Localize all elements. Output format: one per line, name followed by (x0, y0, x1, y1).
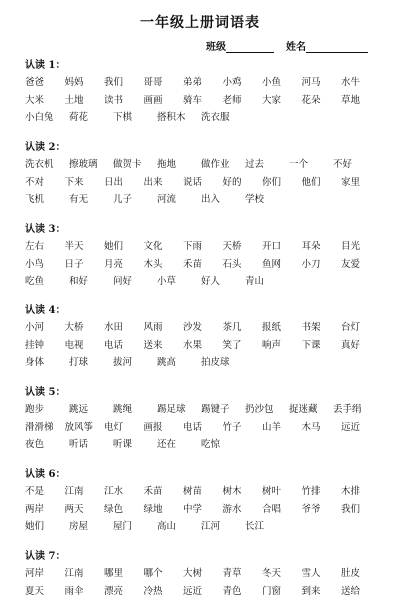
vocab-word: 听课 (113, 439, 133, 450)
vocab-word: 捉迷藏 (289, 404, 318, 415)
vocab-word: 大家 (262, 94, 282, 106)
vocab-word: 木马 (301, 421, 321, 433)
section-title: 认读 4： (25, 305, 66, 316)
vocab-word: 打球 (69, 357, 89, 368)
vocab-word: 雪人 (301, 568, 321, 579)
class-blank (226, 42, 274, 53)
vocab-word: 不好 (333, 159, 353, 170)
vocab-word: 跳远 (69, 404, 89, 415)
vocab-word: 过去 (245, 159, 265, 170)
vocab-word: 绿地 (143, 503, 163, 515)
vocab-word: 夜色 (25, 439, 45, 450)
word-section (25, 58, 385, 127)
vocab-word: 河马 (301, 77, 321, 88)
vocab-word: 拖地 (157, 159, 177, 170)
vocab-word: 踢键子 (201, 404, 230, 415)
section-title: 认读 5： (25, 387, 66, 398)
vocab-word: 踢足球 (157, 404, 186, 415)
word-row (25, 565, 385, 583)
vocab-word: 放风筝 (64, 421, 94, 433)
word-row (25, 156, 385, 174)
vocab-word: 水田 (104, 322, 124, 333)
vocab-word: 一个 (289, 159, 309, 170)
vocab-word: 左右 (25, 241, 45, 252)
vocab-word: 不对 (25, 176, 45, 188)
vocab-word: 竹子 (222, 421, 242, 433)
vocab-word: 土地 (64, 94, 84, 106)
section-title: 认读 6： (25, 469, 66, 480)
vocab-word: 爷爷 (301, 503, 321, 515)
vocab-word: 不是 (25, 486, 45, 497)
vocab-word: 做作业 (201, 159, 230, 170)
vocab-word: 拔河 (113, 357, 133, 368)
vocab-word: 石头 (222, 258, 242, 270)
vocab-word: 听话 (69, 439, 89, 450)
vocab-word: 送给 (341, 585, 361, 597)
word-row (25, 273, 385, 291)
vocab-word: 冷热 (143, 585, 163, 597)
vocab-word: 青山 (245, 276, 265, 287)
class-label: 班级 (206, 42, 226, 53)
vocab-word: 青草 (222, 568, 242, 579)
section-title: 认读 2： (25, 142, 66, 153)
vocab-word: 绿色 (104, 503, 124, 515)
word-row (25, 419, 385, 437)
section-title: 认读 3： (25, 224, 66, 235)
section-title: 认读 1： (25, 60, 66, 71)
vocab-word: 出来 (143, 176, 163, 188)
vocab-word: 我们 (341, 503, 361, 515)
vocab-word: 水果 (183, 339, 203, 351)
vocab-word: 儿子 (113, 194, 133, 205)
vocab-word: 两岸 (25, 503, 45, 515)
vocab-word: 身体 (25, 357, 45, 368)
vocab-word: 小刀 (301, 258, 321, 270)
vocab-word: 小河 (25, 322, 45, 333)
vocab-word: 骑车 (183, 94, 203, 106)
vocab-word: 小草 (157, 276, 177, 287)
vocab-word: 还在 (157, 439, 177, 450)
name-label: 姓名 (286, 42, 306, 53)
vocab-word: 两天 (64, 503, 84, 515)
page-title: 一年级上册词语表 (140, 15, 260, 31)
vocab-word: 洗衣服 (201, 112, 230, 123)
vocab-word: 水牛 (341, 77, 361, 88)
vocab-word: 树苗 (183, 486, 203, 497)
vocab-word: 画画 (143, 94, 163, 106)
vocab-word: 报纸 (262, 322, 282, 333)
word-section (25, 467, 385, 536)
vocab-word: 洗衣机 (25, 159, 54, 170)
vocab-word: 哪里 (104, 568, 124, 579)
word-row (25, 256, 385, 274)
vocab-word: 长江 (245, 521, 265, 532)
vocab-word: 江水 (104, 486, 124, 497)
vocab-word: 天桥 (222, 241, 242, 252)
vocab-word: 小鱼 (262, 77, 282, 88)
vocab-word: 屋门 (113, 521, 133, 532)
vocab-word: 开口 (262, 241, 282, 252)
vocab-word: 丢手绢 (333, 404, 362, 415)
vocab-word: 她们 (104, 241, 124, 252)
vocab-word: 漂亮 (104, 585, 124, 597)
vocab-word: 小白兔 (25, 112, 54, 123)
vocab-word: 小鸟 (25, 258, 45, 270)
vocab-word: 说话 (183, 176, 203, 188)
vocab-word: 雨伞 (64, 585, 84, 597)
vocab-word: 有无 (69, 194, 89, 205)
vocab-word: 大树 (183, 568, 203, 579)
vocab-word: 小鸡 (222, 77, 242, 88)
vocab-word: 老师 (222, 94, 242, 106)
vocab-word: 冬天 (262, 568, 282, 579)
vocab-word: 耳朵 (301, 241, 321, 252)
vocab-word: 江河 (201, 521, 221, 532)
vocab-word: 扔沙包 (245, 404, 274, 415)
word-section (25, 140, 385, 209)
word-section (25, 549, 385, 600)
vocab-word: 文化 (143, 241, 163, 252)
vocab-word: 花朵 (301, 94, 321, 106)
vocab-word: 笑了 (222, 339, 242, 351)
word-row (25, 109, 385, 127)
vocab-word: 飞机 (25, 194, 45, 205)
vocab-word: 大米 (25, 94, 45, 106)
vocab-word: 河流 (157, 194, 177, 205)
vocab-word: 日出 (104, 176, 124, 188)
vocab-word: 跳高 (157, 357, 177, 368)
vocab-word: 响声 (262, 339, 282, 351)
vocab-word: 和好 (69, 276, 89, 287)
word-row (25, 174, 385, 192)
name-blank (306, 42, 368, 53)
vocab-word: 擦玻璃 (69, 159, 98, 170)
vocab-word: 家里 (341, 176, 361, 188)
section-title: 认读 7： (25, 551, 66, 562)
word-row (25, 583, 385, 601)
vocab-word: 台灯 (341, 322, 361, 333)
word-row (25, 436, 385, 454)
word-row (25, 518, 385, 536)
vocab-word: 你们 (262, 176, 282, 188)
vocab-word: 做贺卡 (113, 159, 142, 170)
vocab-word: 江南 (64, 486, 84, 497)
vocab-word: 树木 (222, 486, 242, 497)
vocab-word: 青色 (222, 585, 242, 597)
vocab-word: 送来 (143, 339, 163, 351)
vocab-word: 半天 (64, 241, 84, 252)
vocab-word: 拍皮球 (201, 357, 230, 368)
word-section (25, 385, 385, 454)
vocab-word: 画报 (143, 421, 163, 433)
vocab-word: 月亮 (104, 258, 124, 270)
vocab-word: 高山 (157, 521, 177, 532)
vocab-word: 电话 (183, 421, 203, 433)
vocab-word: 问好 (113, 276, 133, 287)
vocab-word: 挂钟 (25, 339, 45, 351)
vocab-word: 我们 (104, 77, 124, 88)
vocab-word: 肚皮 (341, 568, 361, 579)
vocab-word: 大桥 (64, 322, 84, 333)
vocab-word: 树叶 (262, 486, 282, 497)
word-row (25, 401, 385, 419)
vocab-word: 竹排 (301, 486, 321, 497)
vocab-word: 日子 (64, 258, 84, 270)
vocab-word: 弟弟 (183, 77, 203, 88)
word-row (25, 191, 385, 209)
vocab-word: 下棋 (113, 112, 133, 123)
word-section (25, 222, 385, 291)
vocab-word: 远近 (341, 421, 361, 433)
vocab-word: 下来 (64, 176, 84, 188)
vocab-word: 滑滑梯 (25, 421, 54, 433)
word-row (25, 354, 385, 372)
vocab-word: 鱼网 (262, 258, 282, 270)
word-row (25, 483, 385, 501)
vocab-word: 禾苗 (143, 486, 163, 497)
word-row (25, 238, 385, 256)
vocab-word: 书架 (301, 322, 321, 333)
vocab-word: 她们 (25, 521, 45, 532)
vocab-word: 电视 (64, 339, 84, 351)
vocab-word: 电灯 (104, 421, 124, 433)
vocab-word: 木头 (143, 258, 163, 270)
vocab-word: 河岸 (25, 568, 45, 579)
vocab-word: 读书 (104, 94, 124, 106)
vocab-word: 哥哥 (143, 77, 163, 88)
student-info-fields (206, 38, 368, 53)
vocab-word: 草地 (341, 94, 361, 106)
vocab-word: 江南 (64, 568, 84, 579)
vocab-word: 中学 (183, 503, 203, 515)
vocab-word: 合唱 (262, 503, 282, 515)
vocab-word: 吃鱼 (25, 276, 45, 287)
vocab-word: 出入 (201, 194, 221, 205)
vocab-word: 跑步 (25, 404, 45, 415)
vocab-word: 学校 (245, 194, 265, 205)
word-row (25, 501, 385, 519)
vocab-word: 禾苗 (183, 258, 203, 270)
vocab-word: 下课 (301, 339, 321, 351)
vocab-word: 房屋 (69, 521, 89, 532)
vocab-word: 好的 (222, 176, 242, 188)
vocab-word: 友爱 (341, 258, 361, 270)
vocab-word: 哪个 (143, 568, 163, 579)
vocab-word: 好人 (201, 276, 221, 287)
vocab-word: 爸爸 (25, 77, 45, 88)
vocab-word: 远近 (183, 585, 203, 597)
vocab-word: 门窗 (262, 585, 282, 597)
word-row (25, 319, 385, 337)
vocab-word: 夏天 (25, 585, 45, 597)
vocab-word: 游水 (222, 503, 242, 515)
vocab-word: 他们 (301, 176, 321, 188)
vocab-word: 荷花 (69, 112, 89, 123)
vocab-word: 搭积木 (157, 112, 186, 123)
vocab-word: 真好 (341, 339, 361, 351)
vocab-word: 到来 (301, 585, 321, 597)
word-section (25, 303, 385, 372)
vocab-word: 目光 (341, 241, 361, 252)
vocab-word: 沙发 (183, 322, 203, 333)
vocab-word: 跳绳 (113, 404, 133, 415)
vocab-word: 下雨 (183, 241, 203, 252)
vocab-word: 风雨 (143, 322, 163, 333)
word-row (25, 92, 385, 110)
vocab-word: 电话 (104, 339, 124, 351)
vocab-word: 茶几 (222, 322, 242, 333)
vocab-word: 木排 (341, 486, 361, 497)
word-row (25, 74, 385, 92)
word-row (25, 337, 385, 355)
vocab-word: 吃惊 (201, 439, 221, 450)
vocab-word: 山羊 (262, 421, 282, 433)
vocab-word: 妈妈 (64, 77, 84, 88)
